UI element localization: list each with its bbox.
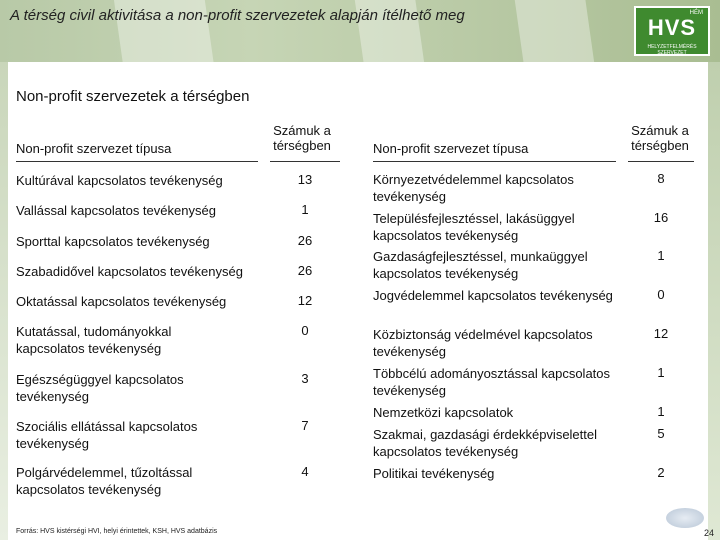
left-row-label: Kutatással, tudományokkal kapcsolatos tevékenység (16, 324, 172, 356)
right-row-count: 2 (657, 465, 665, 480)
right-row-label: Többcélú adományosztással kapcsolatos tevékenység (373, 366, 611, 398)
left-row-label: Vallással kapcsolatos tevékenység (16, 203, 216, 218)
right-col-header-type: Non-profit szervezet típusa (373, 141, 529, 156)
right-col-header-count: Számuk a térségben (631, 123, 689, 153)
left-col-header-count: Számuk a térségben (273, 123, 331, 153)
header-decoration (513, 0, 598, 62)
left-row-count: 0 (301, 323, 309, 338)
left-header-rule-count (270, 161, 340, 162)
left-row-label: Kultúrával kapcsolatos tevékenység (16, 173, 223, 188)
right-row-label: Jogvédelemmel kapcsolatos tevékenység (373, 288, 613, 303)
left-row-count: 12 (297, 293, 313, 308)
left-row-count: 1 (301, 202, 309, 217)
left-row-label: Sporttal kapcsolatos tevékenység (16, 234, 210, 249)
left-row-label: Oktatással kapcsolatos tevékenység (16, 294, 227, 309)
right-row-label: Nemzetközi kapcsolatok (373, 405, 514, 420)
right-row-label: Településfejlesztéssel, lakásüggyel kapcsolatos tevékenység (373, 211, 575, 243)
page-number: 24 (703, 528, 714, 538)
right-row-label: Szakmai, gazdasági érdekképviselettel kapcsolatos tevékenység (373, 427, 598, 459)
left-row-count: 26 (297, 263, 313, 278)
right-row-count: 1 (657, 404, 665, 419)
left-row-label: Szabadidővel kapcsolatos tevékenység (16, 264, 243, 279)
left-row-count: 4 (301, 464, 309, 479)
logo-sub-text: HELYZETFELMÉRÉS SZERVEZET (647, 44, 697, 56)
right-decorative-strip (708, 62, 720, 540)
left-row-count: 13 (297, 172, 313, 187)
left-row-label: Szociális ellátással kapcsolatos tevékenység (16, 419, 198, 451)
right-row-count: 0 (657, 287, 665, 302)
right-row-count: 8 (657, 171, 665, 186)
right-row-label: Közbiztonság védelmével kapcsolatos tevékenység (373, 327, 593, 359)
footer-logo-icon (666, 508, 704, 528)
right-header-rule-count (628, 161, 694, 162)
logo-main-text: HVS (647, 15, 697, 40)
page-title: A térség civil aktivitása a non-profit szervezetek alapján ítélhető meg (10, 7, 465, 24)
right-row-count: 5 (657, 426, 665, 441)
source-note: Forrás: HVS kistérségi HVI, helyi érintettek, KSH, HVS adatbázis (16, 528, 218, 535)
left-header-rule-type (16, 161, 258, 162)
right-header-rule-type (373, 161, 616, 162)
right-row-label: Politikai tevékenység (373, 466, 495, 481)
right-row-count: 1 (657, 365, 665, 380)
right-row-label: Környezetvédelemmel kapcsolatos tevékenység (373, 172, 574, 204)
section-title: Non-profit szervezetek a térségben (16, 88, 250, 105)
left-col-header-type: Non-profit szervezet típusa (16, 141, 172, 156)
left-decorative-strip (0, 62, 8, 540)
left-row-label: Polgárvédelemmel, tűzoltással kapcsolatos tevékenység (16, 465, 193, 497)
left-row-label: Egészségüggyel kapcsolatos tevékenység (16, 372, 184, 404)
header-band (0, 0, 720, 62)
hvs-logo (634, 6, 710, 56)
logo-small-text: HÉM (689, 10, 703, 16)
left-row-count: 7 (301, 418, 309, 433)
right-row-count: 12 (653, 326, 669, 341)
right-row-count: 16 (653, 210, 669, 225)
left-row-count: 3 (301, 371, 309, 386)
left-row-count: 26 (297, 233, 313, 248)
right-row-label: Gazdaságfejlesztéssel, munkaüggyel kapcsolatos tevékenység (373, 249, 588, 281)
right-row-count: 1 (657, 248, 665, 263)
